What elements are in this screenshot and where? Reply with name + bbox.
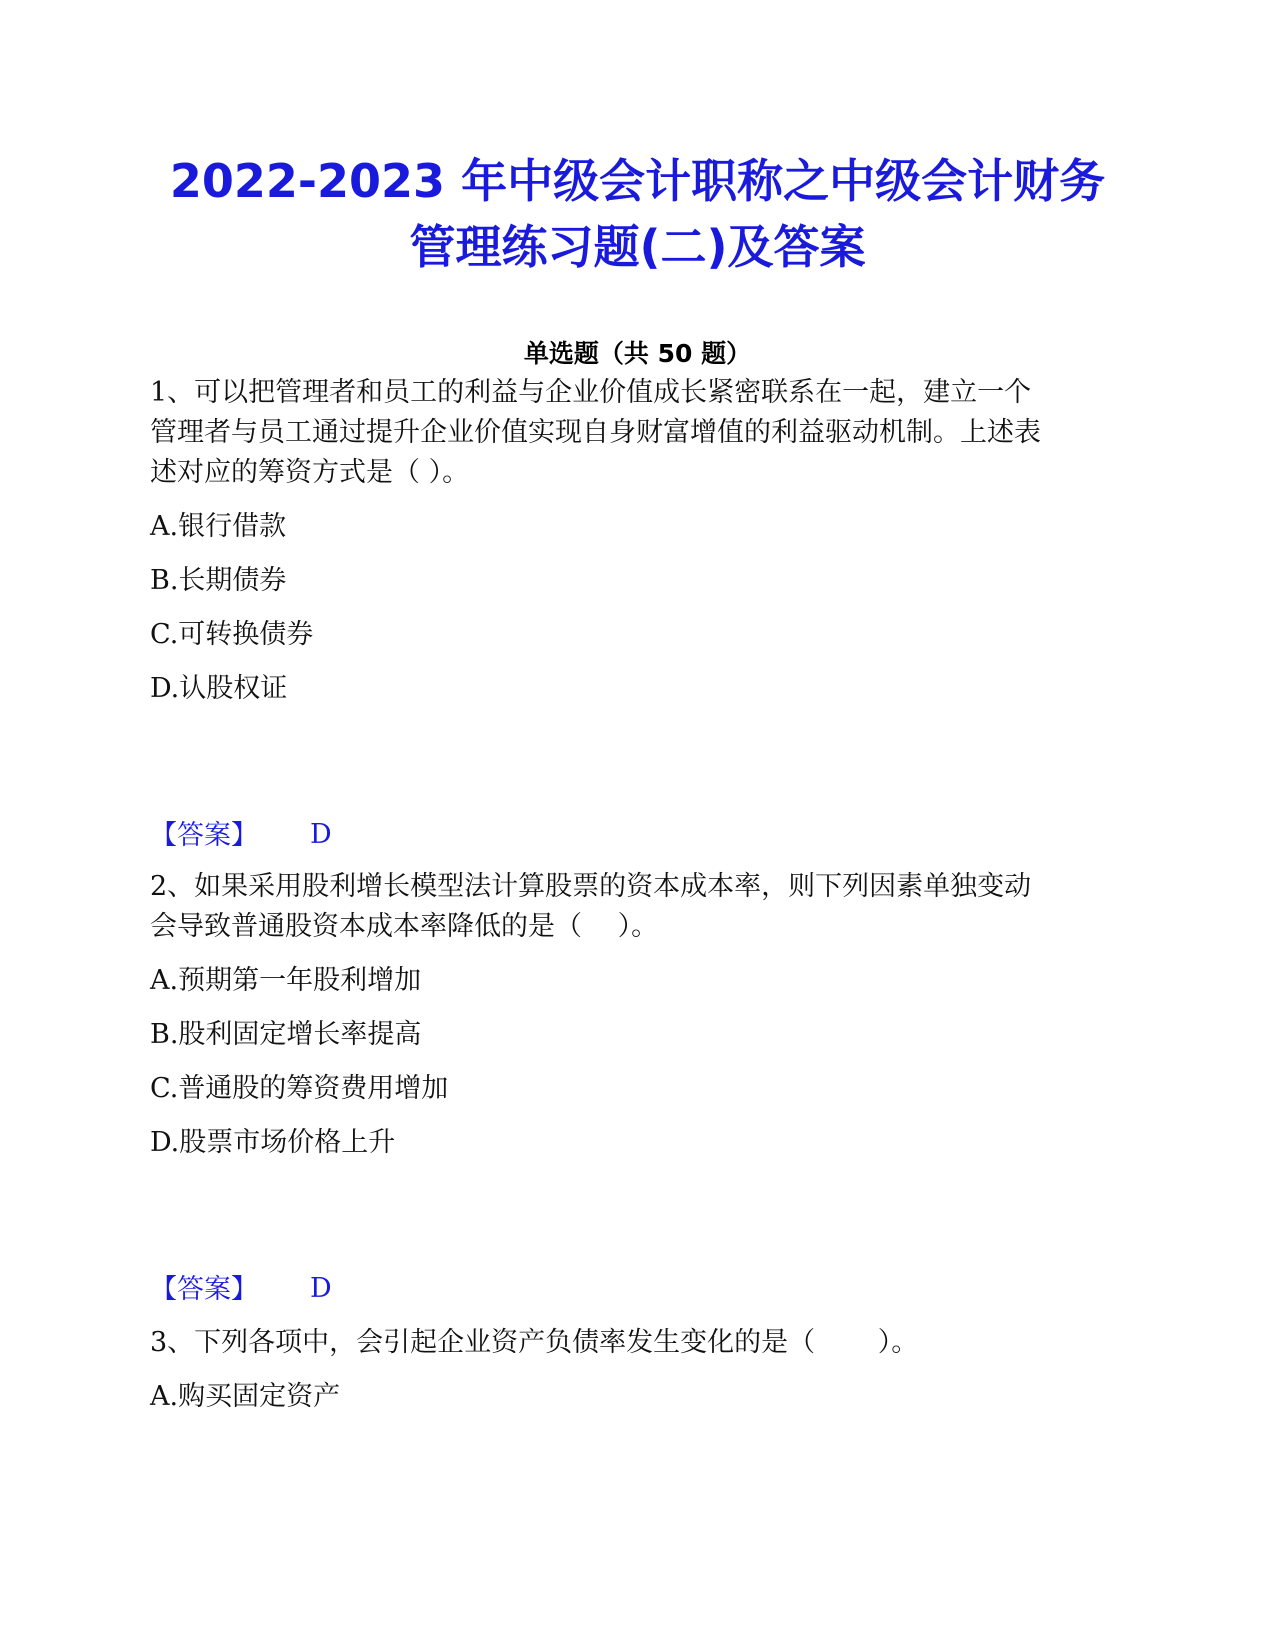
question-1-option-b: B.长期债券 — [150, 565, 287, 596]
document-title-line-2: 管理练习题(二)及答案 — [409, 220, 866, 274]
answer-value: D — [310, 819, 332, 850]
question-3-line-1: 3、下列各项中，会引起企业资产负债率发生变化的是（ ）。 — [150, 1327, 919, 1358]
question-2-option-a: A.预期第一年股利增加 — [150, 965, 422, 996]
question-2-answer — [150, 1268, 332, 1311]
answer-label: 【答案】 — [150, 820, 258, 851]
question-1-option-d: D.认股权证 — [150, 673, 288, 704]
question-2-option-c: C.普通股的筹资费用增加 — [150, 1073, 449, 1104]
question-2-line-2: 会导致普通股资本成本率降低的是（ ）。 — [150, 911, 659, 942]
question-2-option-b: B.股利固定增长率提高 — [150, 1019, 422, 1050]
question-1-line-2: 管理者与员工通过提升企业价值实现自身财富增值的利益驱动机制。上述表 — [150, 417, 1041, 448]
question-2-option-d: D.股票市场价格上升 — [150, 1127, 396, 1158]
answer-value: D — [310, 1273, 332, 1304]
question-1-option-a: A.银行借款 — [150, 511, 287, 542]
question-1-line-3: 述对应的筹资方式是（ ）。 — [150, 457, 470, 488]
question-1-answer — [150, 814, 332, 857]
question-1-line-1: 1、可以把管理者和员工的利益与企业价值成长紧密联系在一起，建立一个 — [150, 377, 1032, 408]
answer-label: 【答案】 — [150, 1274, 258, 1305]
question-2-line-1: 2、如果采用股利增长模型法计算股票的资本成本率，则下列因素单独变动 — [150, 871, 1032, 902]
document-title-line-1: 2022-2023 年中级会计职称之中级会计财务 — [169, 154, 1106, 208]
question-1-option-c: C.可转换债券 — [150, 619, 314, 650]
question-3-option-a: A.购买固定资产 — [150, 1381, 341, 1412]
section-header: 单选题（共 50 题） — [523, 339, 752, 368]
